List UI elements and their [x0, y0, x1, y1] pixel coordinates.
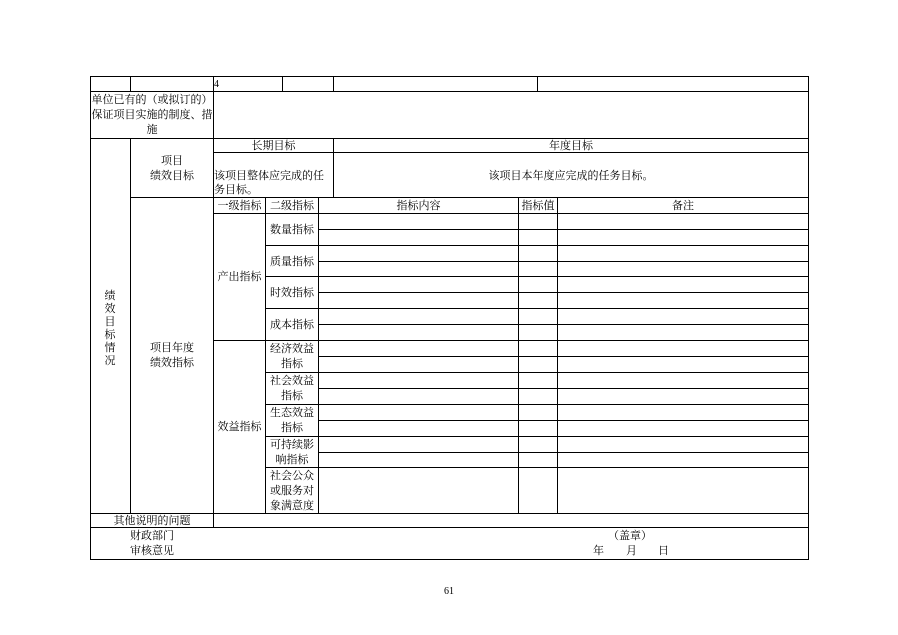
benefit-item-line: 指标 — [281, 357, 303, 370]
col-divider — [333, 76, 334, 91]
long-term-text-line1: 该项目整体应完成的任 — [214, 169, 324, 182]
project-goal-label-line1: 项目 — [161, 154, 183, 167]
institution-label-line3: 施 — [146, 123, 158, 136]
output-indicator-label: 产出指标 — [217, 270, 262, 283]
date-year: 年 — [593, 544, 604, 557]
perf-section-char: 目 — [104, 315, 116, 328]
grid-line — [318, 356, 809, 357]
output-item: 成本指标 — [270, 318, 314, 331]
table-bottom-border — [90, 559, 809, 560]
grid-line — [265, 245, 809, 246]
other-issues-label: 其他说明的问题 — [113, 514, 191, 527]
grid-line — [265, 467, 809, 468]
annual-indicators-label-line2: 绩效指标 — [150, 356, 194, 369]
finance-label-line2: 审核意见 — [130, 544, 174, 557]
grid-line — [265, 436, 809, 437]
perf-section-char: 情 — [104, 341, 116, 354]
header-note: 备注 — [672, 199, 694, 212]
seal-label: （盖章） — [608, 529, 652, 542]
header-level1: 一级指标 — [217, 199, 262, 212]
institution-label-line2: 保证项目实施的制度、措 — [91, 108, 213, 121]
project-goal-label-line2: 绩效目标 — [150, 169, 194, 182]
output-item: 时效指标 — [270, 286, 314, 299]
header-level2: 二级指标 — [270, 199, 314, 212]
col-divider — [130, 138, 131, 513]
grid-line — [318, 452, 809, 453]
perf-section-char: 绩 — [104, 289, 116, 302]
perf-section-char: 标 — [104, 328, 116, 341]
annual-indicators-label-line1: 项目年度 — [150, 341, 194, 354]
grid-line — [318, 388, 809, 389]
benefit-item-line: 或服务对 — [270, 484, 314, 497]
grid-line — [318, 261, 809, 262]
benefit-item-line: 指标 — [281, 389, 303, 402]
col-divider — [282, 76, 283, 91]
grid-line — [318, 229, 809, 230]
page-number: 61 — [444, 586, 454, 597]
header-value: 指标值 — [521, 199, 555, 212]
date-day: 日 — [658, 544, 669, 557]
col-divider — [518, 197, 519, 513]
annual-header: 年度目标 — [549, 139, 593, 152]
grid-line — [318, 324, 809, 325]
institution-label-line1: 单位已有的（或拟订的） — [91, 93, 213, 106]
col-divider — [557, 197, 558, 513]
grid-line — [265, 372, 809, 373]
benefit-item-line: 社会公众 — [270, 469, 314, 482]
perf-section-char: 效 — [104, 302, 116, 315]
long-term-text-line2: 务目标。 — [214, 183, 258, 196]
perf-section-char: 况 — [104, 354, 116, 367]
col-divider — [130, 76, 131, 91]
benefit-item-line: 指标 — [281, 421, 303, 434]
row-divider — [213, 213, 809, 214]
top-row-cell: 4 — [214, 79, 219, 90]
grid-line — [265, 308, 809, 309]
col-divider — [537, 76, 538, 91]
annual-text: 该项目本年度应完成的任务目标。 — [488, 169, 654, 182]
grid-line — [318, 292, 809, 293]
output-item: 质量指标 — [270, 255, 314, 268]
benefit-item-line: 社会效益 — [270, 374, 314, 387]
date-month: 月 — [626, 544, 637, 557]
benefit-item-line: 经济效益 — [270, 342, 314, 355]
grid-line — [265, 276, 809, 277]
output-item: 数量指标 — [270, 223, 314, 236]
benefit-item-line: 生态效益 — [270, 406, 314, 419]
header-content: 指标内容 — [396, 199, 441, 212]
benefit-item-line: 响指标 — [275, 453, 309, 466]
grid-line — [265, 404, 809, 405]
benefit-indicator-label: 效益指标 — [217, 420, 262, 433]
benefit-item-line: 象满意度 — [270, 499, 314, 512]
grid-line — [318, 420, 809, 421]
table-top-border — [90, 76, 809, 77]
long-term-header: 长期目标 — [251, 139, 296, 152]
perf-section-label — [90, 289, 130, 367]
finance-label-line1: 财政部门 — [130, 529, 174, 542]
benefit-item-line: 可持续影 — [270, 438, 314, 451]
